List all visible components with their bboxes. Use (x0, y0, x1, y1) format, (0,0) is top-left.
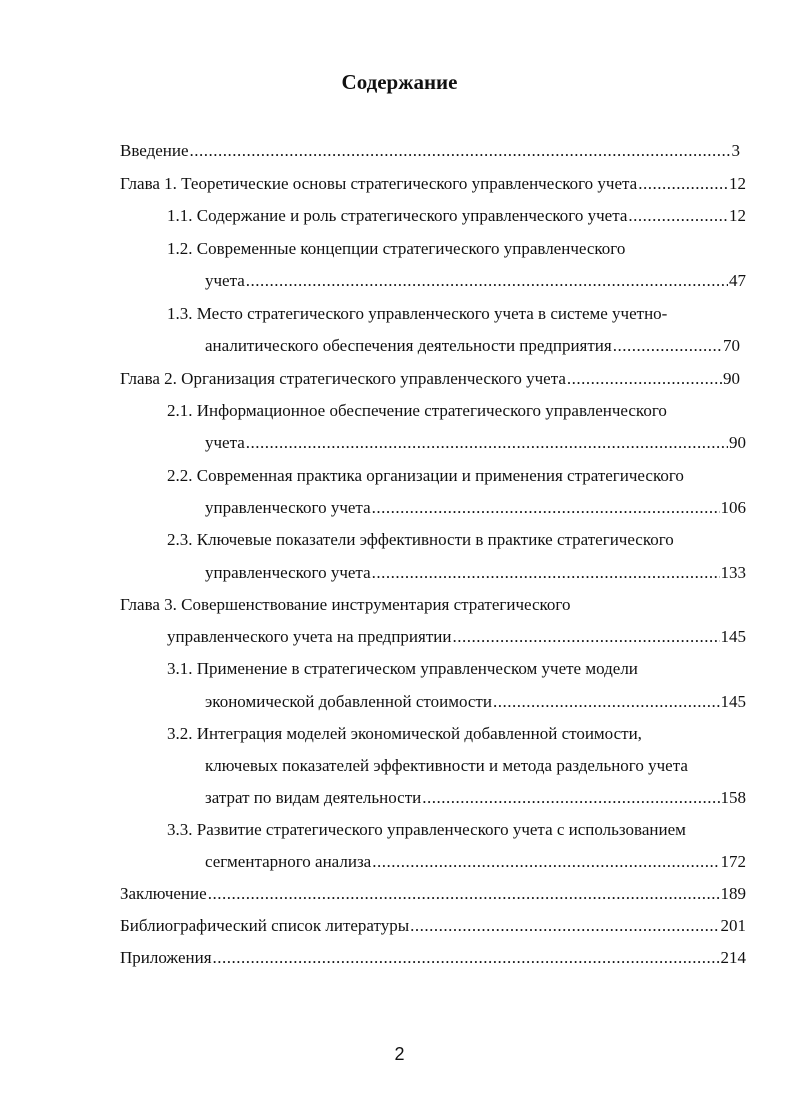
toc-entry-2-2: 2.2. Современная практика организации и применения стратегического (167, 466, 684, 485)
toc-entry-text: Введение (120, 141, 189, 160)
toc-entry-page: 133 (720, 563, 746, 582)
dot-leader (628, 203, 728, 229)
toc-entry-bibliography (120, 913, 746, 939)
toc-entry-3-1: 3.1. Применение в стратегическом управленческом учете модели (167, 659, 638, 678)
toc-entry-1-2-cont (205, 268, 746, 294)
toc-entry-text: 1.1. Содержание и роль стратегического управленческого учета (167, 206, 628, 225)
toc-entry-page: 90 (729, 433, 746, 452)
toc-entry-text: Библиографический список литературы (120, 916, 410, 935)
toc-entry-3-1-cont (205, 689, 746, 715)
toc-entry-1-3-cont (205, 333, 740, 359)
toc-entry-1-3: 1.3. Место стратегического управленческого учета в системе учетно- (167, 304, 668, 323)
toc-entry-page: 145 (720, 627, 746, 646)
toc-entry-page: 90 (723, 369, 740, 388)
toc-entry-text: экономической добавленной стоимости (205, 692, 492, 711)
toc-entry-chapter-2 (120, 366, 740, 392)
page-number: 2 (394, 1044, 405, 1064)
dot-leader (246, 430, 728, 456)
dot-leader (372, 495, 720, 521)
toc-entry-page: 145 (720, 692, 746, 711)
toc-entry-page: 106 (720, 498, 746, 517)
dot-leader (246, 268, 728, 294)
dot-leader (410, 913, 719, 939)
toc-entry-1-2: 1.2. Современные концепции стратегического управленческого (167, 239, 626, 258)
toc-entry-3-3-cont (205, 849, 746, 875)
dot-leader (208, 881, 720, 907)
toc-entry-text: управленческого учета (205, 563, 371, 582)
toc-entry-page: 47 (729, 271, 746, 290)
toc-entry-page: 189 (720, 884, 746, 903)
dot-leader (213, 945, 720, 971)
dot-leader (613, 333, 722, 359)
toc-entry-page: 3 (731, 141, 740, 160)
dot-leader (372, 560, 720, 586)
toc-entry-text: учета (205, 433, 245, 452)
toc-entry-2-2-cont (205, 495, 746, 521)
toc-entry-page: 172 (720, 852, 746, 871)
toc-entry-2-3-cont (205, 560, 746, 586)
page-title: Содержание (341, 70, 458, 94)
toc-entry-text: аналитического обеспечения деятельности предприятия (205, 336, 612, 355)
toc-entry-page: 12 (729, 174, 746, 193)
toc-entry-2-1-cont (205, 430, 746, 456)
toc-entry-appendices (120, 945, 746, 971)
toc-entry-text: учета (205, 271, 245, 290)
toc-entry-2-1: 2.1. Информационное обеспечение стратегического управленческого (167, 401, 667, 420)
toc-entry-text: Заключение (120, 884, 207, 903)
toc-entry-page: 158 (720, 788, 746, 807)
toc-entry-page: 70 (723, 336, 740, 355)
dot-leader (372, 849, 719, 875)
toc-entry-3-2-cont (205, 785, 746, 811)
toc-entry-text: управленческого учета (205, 498, 371, 517)
dot-leader (452, 624, 719, 650)
toc-entry-2-3: 2.3. Ключевые показатели эффективности в практике стратегического (167, 530, 674, 549)
toc-entry-page: 201 (720, 916, 746, 935)
toc-entry-text: Приложения (120, 948, 212, 967)
toc-entry-text: Глава 1. Теоретические основы стратегического управленческого учета (120, 174, 638, 193)
toc-entry-3-3: 3.3. Развитие стратегического управленческого учета с использованием (167, 820, 686, 839)
toc-entry-introduction (120, 138, 740, 164)
toc-entry-chapter-3: Глава 3. Совершенствование инструментария стратегического (120, 595, 571, 614)
toc-entry-3-2-cont1: ключевых показателей эффективности и метода раздельного учета (205, 756, 688, 775)
toc-entry-chapter-3-cont (167, 624, 746, 650)
toc-entry-page: 12 (729, 206, 746, 225)
dot-leader (422, 785, 719, 811)
dot-leader (638, 171, 728, 197)
toc-entry-text: затрат по видам деятельности (205, 788, 422, 807)
dot-leader (567, 366, 722, 392)
toc-entry-text: сегментарного анализа (205, 852, 372, 871)
toc-entry-text: управленческого учета на предприятии (167, 627, 452, 646)
toc-entry-conclusion (120, 881, 746, 907)
toc-entry-3-2: 3.2. Интеграция моделей экономической добавленной стоимости, (167, 724, 642, 743)
toc-entry-1-1 (167, 203, 746, 229)
dot-leader (190, 138, 731, 164)
toc-entry-page: 214 (720, 948, 746, 967)
toc-entry-text: Глава 2. Организация стратегического управленческого учета (120, 369, 566, 388)
toc-entry-chapter-1 (120, 171, 746, 197)
dot-leader (493, 689, 720, 715)
